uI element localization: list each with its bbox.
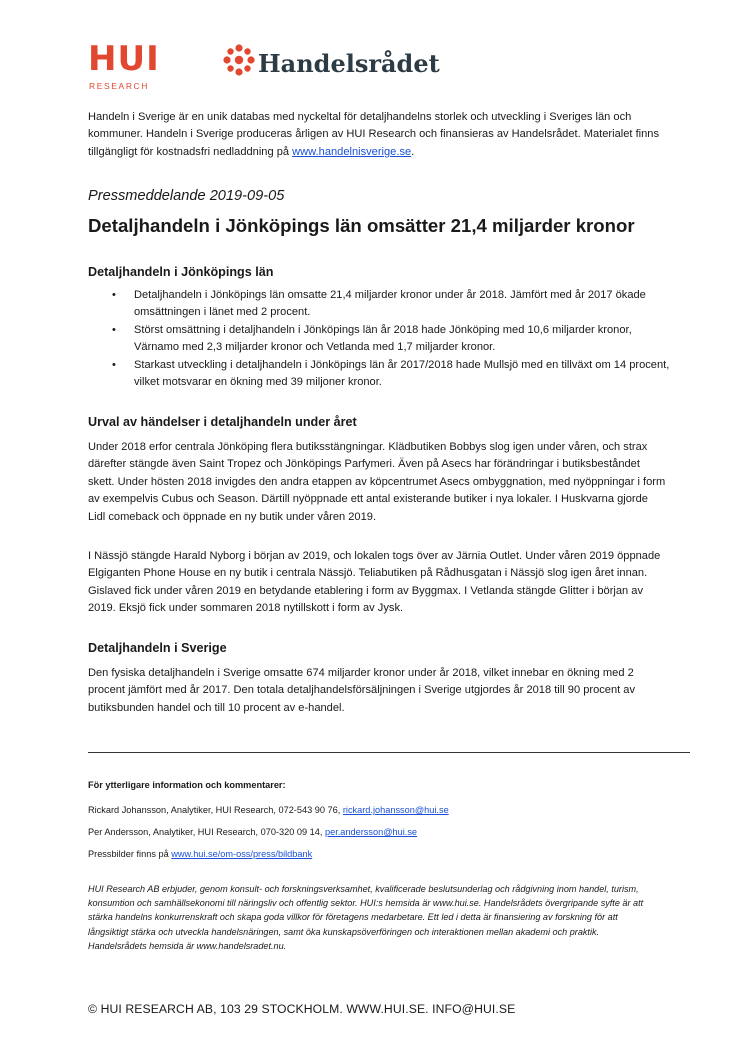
section-heading-jonkoping: Detaljhandeln i Jönköpings län — [88, 265, 274, 279]
section-heading-events: Urval av händelser i detaljhandeln under året — [88, 415, 357, 429]
contact-person-1 — [88, 804, 449, 817]
press-date: Pressmeddelande 2019-09-05 — [88, 188, 285, 204]
contact-heading: För ytterligare information och kommentarer: — [88, 780, 286, 790]
intro-paragraph — [88, 109, 668, 161]
events-paragraph-2: I Nässjö stängde Harald Nyborg i början av 2019, och lokalen togs över av Järnia Outlet. Under våren 2019 öppnade Elgiganten Phone House en ny butik i centrala Nässjö. Teliabutiken på Rådhusgatan i Nässjö slog igen året innan. Gislaved fick under våren 2019 en betydande etablering i form av Byggmax. I Vetlanda stängde Glitter i början av 2019. Eksjö fick under sommaren 2018 nytillskott i form av Jysk. — [88, 550, 661, 615]
handelnisverige-link[interactable]: www.handelnisverige.se — [292, 145, 412, 158]
list-item: • Detaljhandeln i Jönköpings län omsatte 21,4 miljarder kronor under år 2018. Jämfört med år 2017 ökade omsättningen i länet med 2 procent. — [134, 287, 674, 322]
intro-text: Handeln i Sverige är en unik databas med nyckeltal för detaljhandelns storlek och utveckling i Sveriges län och kommuner. Handeln i Sverige produceras årligen av HUI Research och finansieras av Handelsrådet. Materialet finns tillgängligt för kostnadsfri nedladdning på — [88, 111, 659, 158]
list-item: • Störst omsättning i detaljhandeln i Jönköpings län år 2018 hade Jönköping med 10,6 miljarder kronor, Värnamo med 2,3 miljarder kronor och Vetlanda med 1,7 miljarder kronor. — [134, 322, 674, 357]
press-images-text: Pressbilder finns på — [88, 849, 172, 859]
email-link-rickard[interactable]: rickard.johansson@hui.se — [342, 805, 449, 815]
email-link-per[interactable]: per.andersson@hui.se — [324, 827, 418, 837]
contact-person-2 — [88, 826, 417, 839]
section-heading-sverige: Detaljhandeln i Sverige — [88, 641, 227, 655]
bullet-list — [134, 287, 674, 391]
contact-person-1-text: Rickard Johansson, Analytiker, HUI Research, 072-543 90 76, — [88, 805, 343, 815]
intro-end: . — [411, 145, 415, 158]
handelsradet-logo: Handelsrådet — [258, 49, 440, 78]
headline: Detaljhandeln i Jönköpings län omsätter 21,4 miljarder kronor — [88, 215, 635, 236]
sverige-paragraph: Den fysiska detaljhandeln i Sverige omsatte 674 miljarder kronor under år 2018, vilket innebar en ökning med 2 procent jämfört med år 2017. Den totala detaljhandelsförsäljningen i Sverige utgjordes år 2018 till 90 procent av butiksbunden handel och till 10 procent av e-handel. — [88, 667, 636, 714]
divider — [88, 752, 690, 753]
bildbank-link[interactable]: www.hui.se/om-oss/press/bildbank — [171, 849, 313, 859]
hui-logo: HUI — [88, 39, 160, 79]
list-item: • Starkast utveckling i detaljhandeln i Jönköpings län år 2017/2018 hade Mullsjö med en tillväxt om 14 procent, vilket motsvarar en ökning med 39 miljoner kronor. — [134, 357, 674, 392]
press-images — [88, 848, 312, 861]
disclaimer: HUI Research AB erbjuder, genom konsult- och forskningsverksamhet, kvalificerade beslutsunderlag och rådgivning inom handel, turism, konsumtion och samhällsekonomi till näringsliv och offentlig sektor. HUI:s hemsida är www.hui.se. Handelsrådets övergripande syfte är att stärka handelns konkurrenskraft och skapa goda villkor för företagens medarbetare. Ett led i detta är finansiering av forskning för att långsiktigt stärka och utveckla handelsnäringen, samt öka kunskapsöverföringen och interaktionen mellan akademi och praktik. Handelsrådets hemsida är www.handelsradet.nu. — [88, 884, 644, 951]
events-paragraph-1: Under 2018 erfor centrala Jönköping flera butiksstängningar. Klädbutiken Bobbys slog igen under våren, och strax därefter stängde även Saint Tropez och Jönköpings Parfymeri. Även på Asecs har förändringar i butiksbeståndet skett. Under hösten 2018 invigdes den andra etappen av köpcentrumet Asecs ombyggnation, med nyöppningar i form av exempelvis Cubus och Season. Därtill nyöppnade ett antal existerande butiker i nya lokaler. I Huskvarna gjorde Lidl comeback och öppnade en ny butik under våren 2019. — [88, 441, 666, 523]
contact-person-2-text: Per Andersson, Analytiker, HUI Research, 070-320 09 14, — [88, 827, 325, 837]
flower-icon — [222, 43, 256, 82]
footer: © HUI RESEARCH AB, 103 29 STOCKHOLM. WWW.HUI.SE. INFO@HUI.SE — [88, 1002, 516, 1016]
hui-logo-subtitle: RESEARCH — [89, 81, 150, 91]
